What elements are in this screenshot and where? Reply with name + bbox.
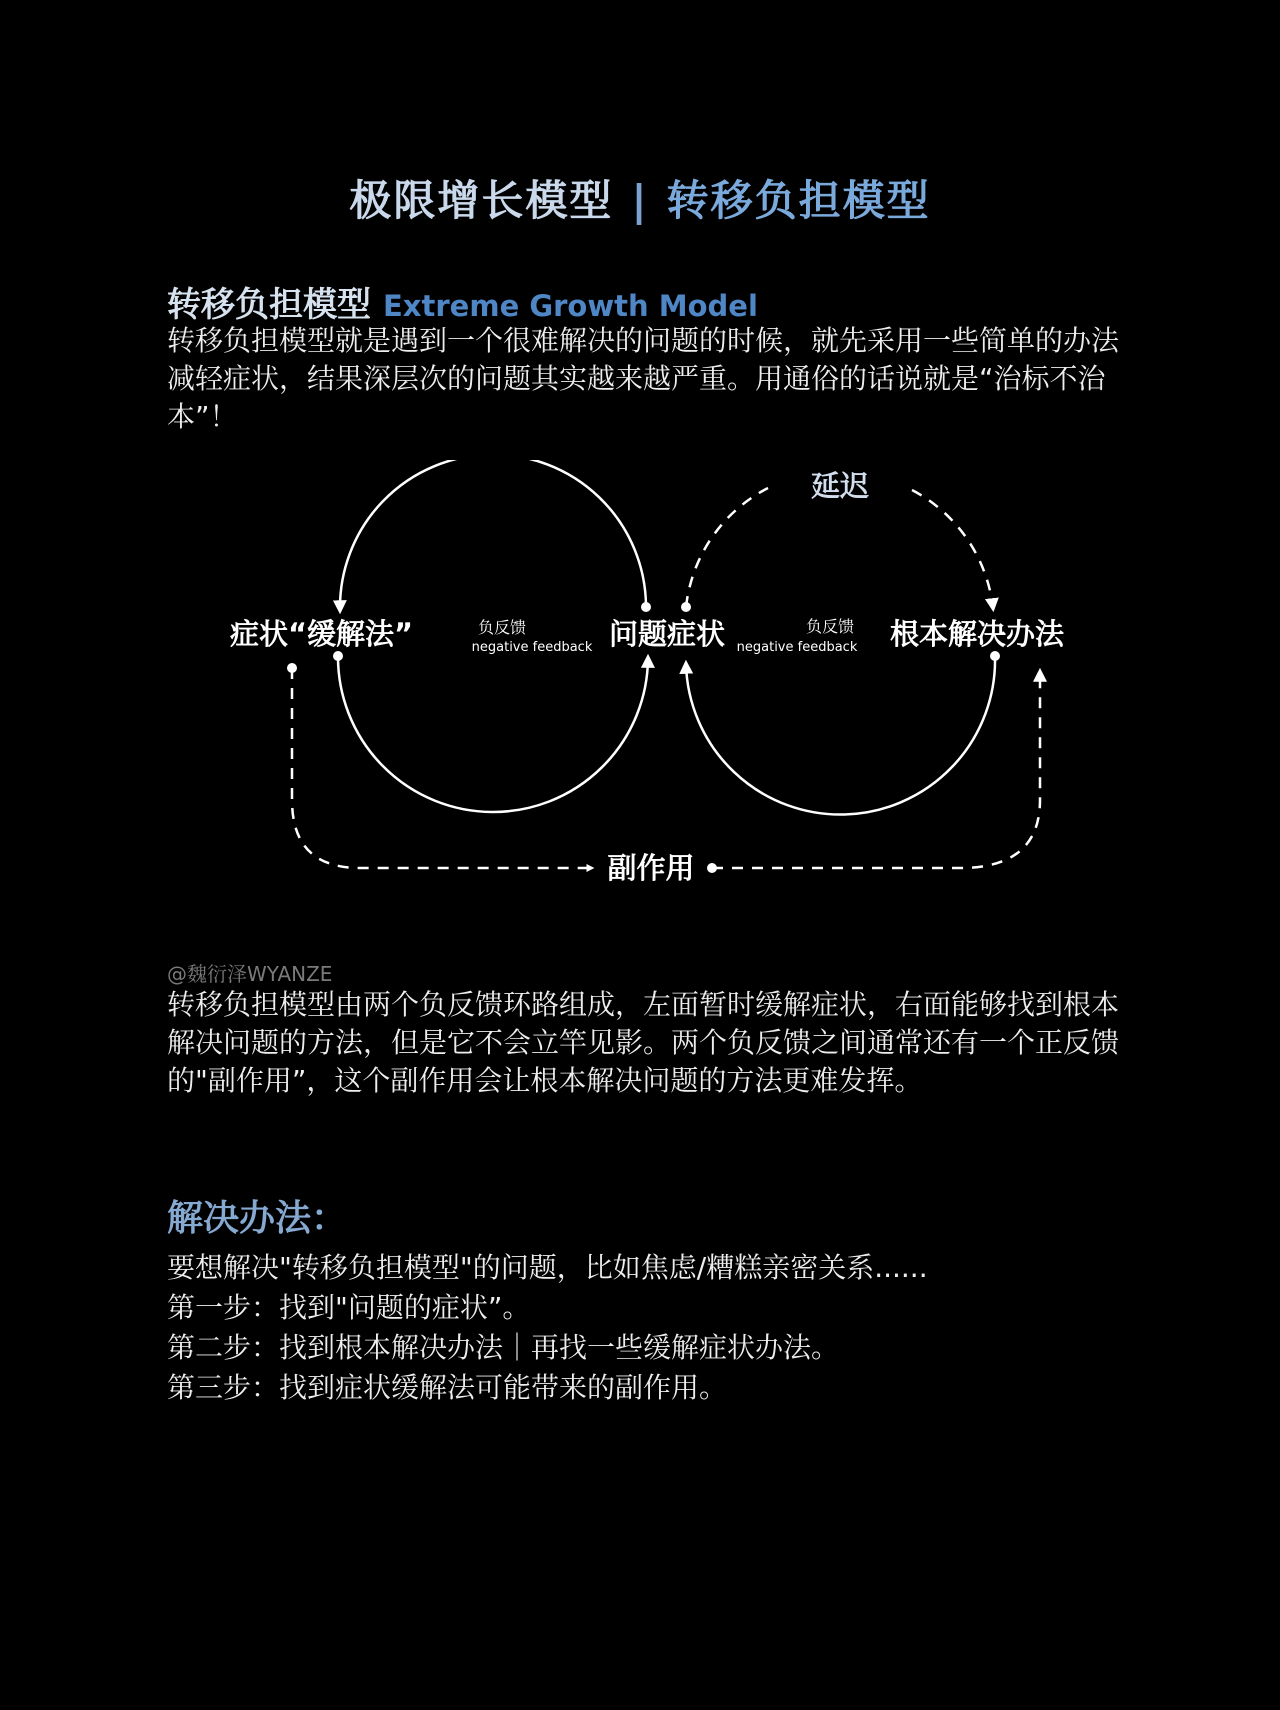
side-effect-dot-right xyxy=(707,863,717,873)
node-problem-symptom: 问题症状 xyxy=(608,617,726,651)
solution-step-1: 第一步：找到"问题的症状”。 xyxy=(167,1291,531,1324)
left-loop-lower-arc xyxy=(338,656,648,812)
solution-step-2: 第二步：找到根本解决办法｜再找一些缓解症状办法。 xyxy=(167,1331,840,1364)
side-effect-dot-left xyxy=(287,663,297,673)
side-effect-path-right xyxy=(712,672,1040,868)
solution-heading: 解决办法： xyxy=(167,1198,348,1239)
shifting-burden-diagram xyxy=(0,460,1280,920)
title-separator: | xyxy=(631,176,649,225)
side-effect-label: 副作用 xyxy=(607,851,695,885)
left-loop-upper-arc xyxy=(340,460,646,610)
delay-label: 延迟 xyxy=(810,469,870,503)
section-title-zh: 转移负担模型 xyxy=(167,285,371,325)
left-loop-label-en: negative feedback xyxy=(471,640,593,655)
node-fundamental-solution: 根本解决办法 xyxy=(890,617,1065,651)
right-loop-dot-bottom xyxy=(990,651,1000,661)
delay-arc-left xyxy=(686,488,768,607)
intro-paragraph: 转移负担模型就是遇到一个很难解决的问题的时候，就先采用一些简单的办法减轻症状，结果深层次的问题其实越来越严重。用通俗的话说就是“治标不治本”！ xyxy=(167,324,1120,433)
solution-intro-line: 要想解决"转移负担模型"的问题，比如焦虑/糟糕亲密关系...... xyxy=(167,1251,928,1284)
explanation-paragraph: 转移负担模型由两个负反馈环路组成，左面暂时缓解症状，右面能够找到根本解决问题的方法，但是它不会立竿见影。两个负反馈之间通常还有一个正反馈的"副作用”，这个副作用会让根本解决问题的方法更难发挥。 xyxy=(167,988,1120,1097)
title-right: 转移负担模型 xyxy=(666,176,931,225)
watermark: @魏衍泽WYANZE xyxy=(167,962,333,986)
right-loop-label-zh: 负反馈 xyxy=(805,617,855,636)
page-title xyxy=(0,168,1280,228)
section-heading xyxy=(167,277,758,326)
title-left: 极限增长模型 xyxy=(349,176,614,225)
right-loop-label-en: negative feedback xyxy=(736,640,858,655)
solution-steps xyxy=(167,1248,928,1408)
right-loop-dot-top xyxy=(681,602,691,612)
left-loop-label-zh: 负反馈 xyxy=(477,618,527,637)
left-loop-dot-top xyxy=(641,602,651,612)
delay-arc-right xyxy=(912,490,993,608)
solution-step-3: 第三步：找到症状缓解法可能带来的副作用。 xyxy=(167,1371,728,1404)
right-loop-lower-arc xyxy=(686,656,995,815)
node-symptom-relief: 症状“缓解法” xyxy=(230,617,414,651)
left-loop-dot-bottom xyxy=(333,651,343,661)
side-effect-path-left xyxy=(292,668,592,868)
section-title-en: Extreme Growth Model xyxy=(383,289,758,323)
